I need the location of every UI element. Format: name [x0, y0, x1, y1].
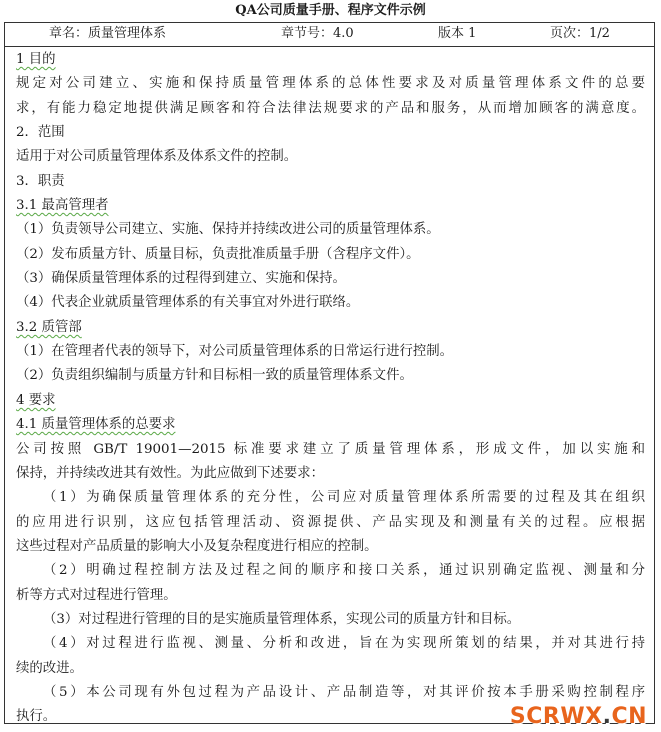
body-line: [5, 584, 654, 608]
body-line: [5, 681, 654, 705]
watermark-tld: CN: [611, 704, 647, 729]
document-table: [4, 22, 655, 724]
line-text: （5）本公司现有外包过程为产品设计、产品制造等，对其评价按本手册采购控制程序: [43, 684, 645, 700]
line-text: 3.2 质管部: [16, 319, 82, 335]
version: 版本 1: [438, 26, 477, 41]
line-text: 3．职责: [16, 173, 65, 189]
line-text: 保持，并持续改进其有效性。为此应做到下述要求：: [16, 465, 324, 481]
body-line: [5, 267, 654, 291]
line-text: 2．范围: [16, 125, 65, 141]
line-text: （1）在管理者代表的领导下，对公司质量管理体系的日常运行进行控制。: [16, 344, 454, 360]
body-line: [5, 170, 654, 194]
body-line: [5, 511, 654, 535]
line-text: （1）为确保质量管理体系的充分性，公司应对质量管理体系所需要的过程及其在组织: [43, 490, 645, 506]
section-heading: [5, 316, 654, 340]
section-heading: [5, 413, 654, 437]
line-text: （3）确保质量管理体系的过程得到建立、实施和保持。: [16, 271, 346, 287]
body-line: [5, 97, 654, 121]
section-heading: [5, 194, 654, 218]
line-text: 公司按照 GB/T 19001—2015 标准要求建立了质量管理体系，形成文件，加以实施和: [16, 441, 645, 457]
body-line: [5, 657, 654, 681]
line-text: （1）负责领导公司建立、实施、保持并持续改进公司的质量管理体系。: [16, 222, 440, 238]
line-text: 析等方式对过程进行管理。: [16, 587, 177, 603]
line-text: 1 目的: [16, 52, 56, 67]
line-text: （4）对过程进行监视、测量、分析和改进，旨在为实现所策划的结果，并对其进行持: [43, 636, 645, 652]
body-line: [5, 340, 654, 364]
line-text: （2）发布质量方针、质量目标，负责批准质量手册（含程序文件）。: [16, 246, 420, 262]
body-line: [5, 632, 654, 656]
line-text: 适用于对公司质量管理体系及体系文件的控制。: [16, 149, 298, 165]
body-line: [5, 145, 654, 169]
body-line: [5, 462, 654, 486]
body-line: [5, 438, 654, 462]
body-line: [5, 364, 654, 388]
line-text: （2）明确过程控制方法及过程之间的顺序和接口关系，通过识别确定监视、测量和分: [43, 563, 645, 579]
watermark-logo: [510, 704, 647, 729]
chapter-name: 章名：质量管理体系: [49, 26, 167, 41]
line-text: 4.1 质量管理体系的总要求: [16, 417, 176, 433]
watermark-brand: SCRWX: [509, 704, 603, 729]
body-line: [5, 291, 654, 315]
document-title: QA公司质量手册、程序文件示例: [235, 3, 426, 18]
body-line: [5, 72, 654, 96]
body-line: [5, 218, 654, 242]
body-line: [5, 121, 654, 145]
line-text: 执行。: [16, 709, 57, 725]
line-text: 规定对公司建立、实施和保持质量管理体系的总体性要求及对质量管理体系文件的总要: [16, 76, 645, 92]
chapter-number: 章节号：4.0: [281, 26, 354, 41]
line-text: 续的改进。: [16, 660, 83, 676]
line-text: 这些过程对产品质量的影响大小及复杂程度进行相应的控制。: [16, 538, 378, 554]
header-row: [5, 23, 654, 47]
line-text: （4）代表企业就质量管理体系的有关事宜对外进行联络。: [16, 295, 360, 311]
section-heading: [5, 389, 654, 413]
body-line: [5, 559, 654, 583]
line-text: 的应用进行识别，这应包括管理活动、资源提供、产品实现及和测量有关的过程。应根据: [16, 514, 645, 530]
line-text: 4 要求: [16, 392, 56, 408]
body-line: [5, 486, 654, 510]
section-heading: [5, 48, 654, 72]
body-line: [5, 608, 654, 632]
body-content: [5, 48, 654, 730]
line-text: （3）对过程进行管理的目的是实施质量管理体系，实现公司的质量方针和目标。: [43, 611, 521, 627]
line-text: 3.1 最高管理者: [16, 198, 109, 214]
watermark-dot: .: [602, 704, 612, 729]
line-text: 求，有能力稳定地提供满足顾客和符合法律法规要求的产品和服务，从而增加顾客的满意度。: [16, 100, 645, 116]
line-text: （2）负责组织编制与质量方针和目标相一致的质量管理体系文件。: [16, 368, 413, 384]
page-number: 页次：1/2: [550, 26, 610, 41]
body-line: [5, 535, 654, 559]
body-line: [5, 243, 654, 267]
